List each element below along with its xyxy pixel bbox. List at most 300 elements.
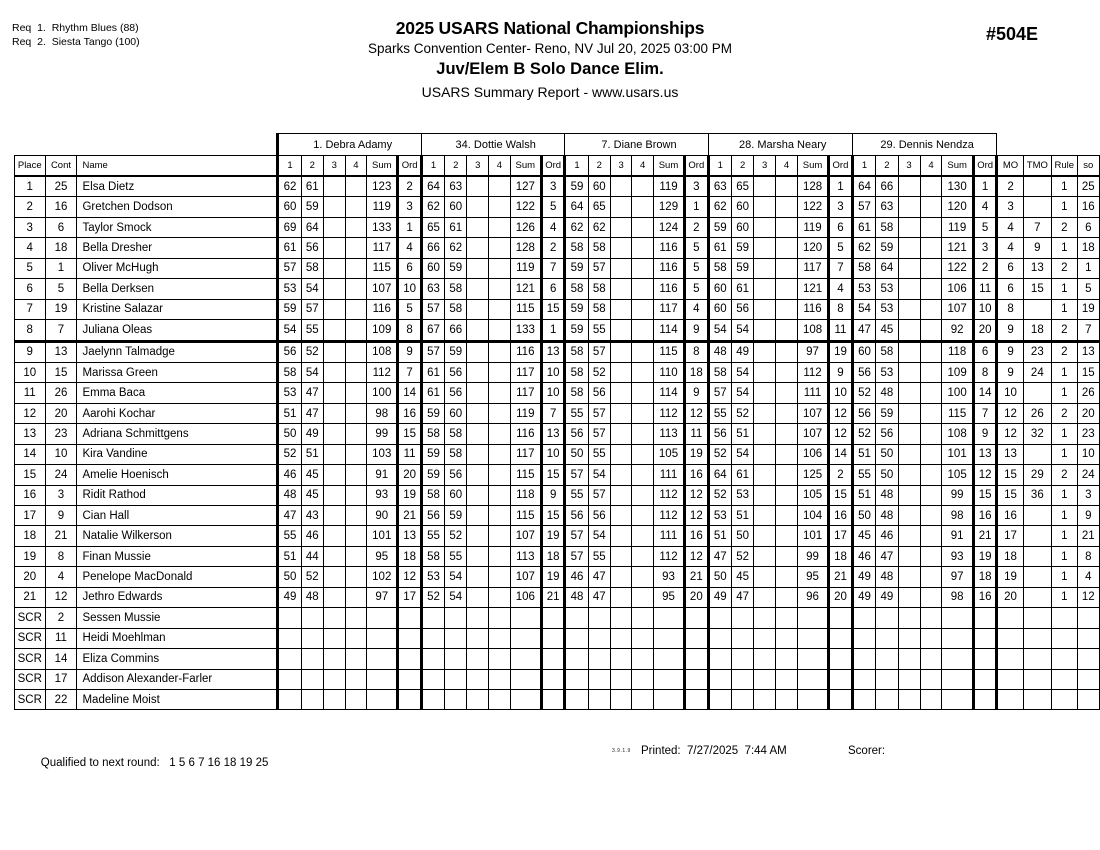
cell-judge-1-sum: 99 <box>367 424 398 444</box>
cell-judge-4-score-2: 65 <box>731 176 753 197</box>
cell-judge-1-score-2: 58 <box>301 258 323 278</box>
cell-contestant-number: 18 <box>45 238 77 258</box>
results-table <box>14 133 1100 710</box>
cell-judge-3-score-1: 56 <box>565 506 588 526</box>
judge-header: 7. Diane Brown <box>565 134 708 156</box>
cell-judge-3-score-1 <box>565 649 588 669</box>
cell-judge-5-ord <box>973 628 997 648</box>
cell-judge-2-score-3 <box>467 217 489 237</box>
cell-judge-5-sum: 99 <box>942 485 973 505</box>
cell-judge-3-score-3 <box>610 628 632 648</box>
cell-judge-4-sum: 121 <box>797 279 828 299</box>
cell-judge-4-score-3 <box>754 383 776 403</box>
cell-tmo <box>1023 689 1051 709</box>
cell-judge-2-ord <box>541 669 565 689</box>
cell-judge-2-score-1 <box>421 608 444 628</box>
cell-judge-2-sum: 126 <box>510 217 541 237</box>
cell-judge-2-score-4 <box>489 485 511 505</box>
cell-judge-4-sum: 99 <box>797 546 828 566</box>
cell-judge-1-sum: 101 <box>367 526 398 546</box>
cell-judge-1-sum <box>367 649 398 669</box>
cell-judge-1-ord: 20 <box>398 465 422 485</box>
cell-judge-5-sum: 92 <box>942 320 973 341</box>
cell-judge-2-score-3 <box>467 587 489 607</box>
cell-so: 18 <box>1077 238 1099 258</box>
cell-judge-2-ord: 15 <box>541 465 565 485</box>
cell-judge-1-score-2: 47 <box>301 383 323 403</box>
cell-judge-1-score-1: 52 <box>278 444 301 464</box>
cell-tmo: 29 <box>1023 465 1051 485</box>
cell-judge-5-ord: 19 <box>973 546 997 566</box>
cell-judge-3-sum: 117 <box>653 299 684 319</box>
cell-judge-4-score-1: 52 <box>708 444 731 464</box>
cell-judge-4-sum: 107 <box>797 403 828 423</box>
header-judge-3-3: 3 <box>610 156 632 177</box>
cell-mo <box>997 608 1023 628</box>
cell-judge-4-score-1: 59 <box>708 217 731 237</box>
cell-judge-4-score-2: 47 <box>731 587 753 607</box>
cell-judge-1-sum: 133 <box>367 217 398 237</box>
cell-judge-5-score-3 <box>898 506 920 526</box>
cell-judge-4-score-4 <box>776 526 798 546</box>
cell-judge-1-score-1: 50 <box>278 424 301 444</box>
header-judge-4-4: 4 <box>776 156 798 177</box>
cell-contestant-number: 23 <box>45 424 77 444</box>
cell-judge-4-score-2: 61 <box>731 279 753 299</box>
cell-judge-1-score-1: 54 <box>278 320 301 341</box>
cell-judge-4-sum <box>797 608 828 628</box>
cell-so <box>1077 628 1099 648</box>
cell-judge-1-ord: 9 <box>398 341 422 362</box>
cell-judge-4-score-3 <box>754 689 776 709</box>
cell-place: 5 <box>15 258 46 278</box>
column-header-row <box>15 156 1100 177</box>
cell-judge-4-score-4 <box>776 587 798 607</box>
cell-judge-4-sum: 101 <box>797 526 828 546</box>
cell-judge-5-score-1: 50 <box>852 506 875 526</box>
cell-judge-3-score-1: 59 <box>565 320 588 341</box>
cell-judge-1-sum: 115 <box>367 258 398 278</box>
cell-judge-2-ord <box>541 608 565 628</box>
cell-so <box>1077 669 1099 689</box>
cell-judge-2-score-3 <box>467 197 489 217</box>
cell-mo <box>997 628 1023 648</box>
cell-contestant-number: 2 <box>45 608 77 628</box>
cell-contestant-number: 8 <box>45 546 77 566</box>
cell-rule: 1 <box>1052 526 1078 546</box>
cell-judge-5-sum: 100 <box>942 383 973 403</box>
cell-judge-3-ord: 5 <box>685 238 709 258</box>
cell-judge-3-score-3 <box>610 506 632 526</box>
cell-judge-5-score-4 <box>920 217 942 237</box>
cell-judge-4-score-4 <box>776 176 798 197</box>
cell-judge-4-score-2: 56 <box>731 299 753 319</box>
cell-judge-5-score-1 <box>852 628 875 648</box>
cell-judge-3-sum: 93 <box>653 567 684 587</box>
cell-judge-1-sum <box>367 628 398 648</box>
cell-judge-1-sum <box>367 608 398 628</box>
header-judge-2-4: 4 <box>489 156 511 177</box>
cell-judge-5-score-2: 58 <box>876 341 898 362</box>
cell-judge-3-score-4 <box>632 485 654 505</box>
table-corner-blank <box>15 134 278 156</box>
cell-judge-2-score-4 <box>489 258 511 278</box>
cell-judge-5-sum <box>942 628 973 648</box>
cell-judge-5-score-2: 53 <box>876 299 898 319</box>
cell-judge-5-score-1 <box>852 608 875 628</box>
cell-judge-5-ord <box>973 649 997 669</box>
cell-judge-3-score-1: 58 <box>565 238 588 258</box>
cell-judge-3-score-4 <box>632 444 654 464</box>
cell-judge-2-score-1: 61 <box>421 383 444 403</box>
cell-judge-2-score-1: 57 <box>421 341 444 362</box>
table-row <box>15 217 1100 237</box>
cell-judge-3-score-4 <box>632 299 654 319</box>
cell-judge-2-score-4 <box>489 669 511 689</box>
table-row <box>15 506 1100 526</box>
header-judge-1-4: 4 <box>345 156 367 177</box>
cell-judge-2-score-3 <box>467 689 489 709</box>
cell-judge-3-score-3 <box>610 383 632 403</box>
cell-judge-1-ord: 13 <box>398 526 422 546</box>
cell-judge-1-ord: 7 <box>398 362 422 382</box>
cell-judge-1-sum: 103 <box>367 444 398 464</box>
cell-judge-4-score-3 <box>754 424 776 444</box>
header-judge-3-2: 2 <box>588 156 610 177</box>
header-judge-4-3: 3 <box>754 156 776 177</box>
table-row <box>15 669 1100 689</box>
header-place: Place <box>15 156 46 177</box>
cell-judge-2-score-4 <box>489 362 511 382</box>
printed-timestamp: Printed: 7/27/2025 7:44 AM <box>641 745 787 757</box>
cell-judge-1-score-2: 47 <box>301 403 323 423</box>
cell-place: 15 <box>15 465 46 485</box>
cell-judge-3-score-1: 50 <box>565 444 588 464</box>
cell-judge-2-sum: 116 <box>510 424 541 444</box>
cell-judge-4-score-1: 57 <box>708 383 731 403</box>
cell-judge-1-score-1: 57 <box>278 258 301 278</box>
cell-rule: 1 <box>1052 362 1078 382</box>
cell-judge-1-ord <box>398 628 422 648</box>
cell-judge-3-ord: 12 <box>685 546 709 566</box>
cell-so: 9 <box>1077 506 1099 526</box>
cell-mo: 13 <box>997 444 1023 464</box>
cell-mo <box>997 669 1023 689</box>
cell-skater-name: Madeline Moist <box>77 689 278 709</box>
cell-judge-4-score-3 <box>754 444 776 464</box>
cell-judge-1-score-1: 56 <box>278 341 301 362</box>
table-row <box>15 485 1100 505</box>
cell-judge-2-score-4 <box>489 689 511 709</box>
cell-judge-1-score-4 <box>345 587 367 607</box>
cell-judge-3-score-4 <box>632 546 654 566</box>
cell-judge-3-score-1: 58 <box>565 383 588 403</box>
cell-tmo: 24 <box>1023 362 1051 382</box>
cell-judge-2-score-2: 59 <box>445 341 467 362</box>
cell-judge-1-score-3 <box>323 546 345 566</box>
cell-mo: 3 <box>997 197 1023 217</box>
cell-place: 20 <box>15 567 46 587</box>
header-judge-5-1: 1 <box>852 156 875 177</box>
cell-judge-5-score-3 <box>898 279 920 299</box>
cell-judge-5-score-1: 52 <box>852 383 875 403</box>
cell-judge-1-score-3 <box>323 526 345 546</box>
cell-judge-3-score-3 <box>610 176 632 197</box>
cell-judge-3-score-1: 55 <box>565 403 588 423</box>
cell-judge-1-score-3 <box>323 320 345 341</box>
cell-judge-5-score-3 <box>898 567 920 587</box>
cell-mo: 9 <box>997 362 1023 382</box>
cell-judge-5-score-4 <box>920 567 942 587</box>
cell-judge-3-score-3 <box>610 689 632 709</box>
cell-judge-2-sum: 115 <box>510 506 541 526</box>
cell-so: 10 <box>1077 444 1099 464</box>
cell-judge-5-score-1: 61 <box>852 217 875 237</box>
table-row <box>15 587 1100 607</box>
cell-judge-5-score-3 <box>898 444 920 464</box>
cell-judge-4-score-2 <box>731 608 753 628</box>
header-judge-4-2: 2 <box>731 156 753 177</box>
cell-judge-4-sum: 125 <box>797 465 828 485</box>
cell-judge-4-score-1: 60 <box>708 299 731 319</box>
cell-judge-3-score-2: 58 <box>588 279 610 299</box>
cell-judge-1-score-4 <box>345 403 367 423</box>
cell-judge-2-score-1: 58 <box>421 424 444 444</box>
cell-tmo: 32 <box>1023 424 1051 444</box>
header-judge-1-ord: Ord <box>398 156 422 177</box>
cell-judge-3-score-2 <box>588 649 610 669</box>
cell-judge-2-ord <box>541 689 565 709</box>
cell-judge-5-ord <box>973 669 997 689</box>
header-so: so <box>1077 156 1099 177</box>
cell-judge-5-ord: 20 <box>973 320 997 341</box>
cell-judge-4-sum: 95 <box>797 567 828 587</box>
scorer-label: Scorer: <box>848 745 886 757</box>
cell-mo: 4 <box>997 217 1023 237</box>
cell-judge-2-score-3 <box>467 299 489 319</box>
cell-judge-5-sum: 98 <box>942 587 973 607</box>
cell-judge-4-score-3 <box>754 567 776 587</box>
cell-judge-3-score-3 <box>610 424 632 444</box>
cell-judge-2-ord: 18 <box>541 546 565 566</box>
cell-rule: 1 <box>1052 506 1078 526</box>
cell-judge-4-sum: 106 <box>797 444 828 464</box>
cell-judge-4-ord: 2 <box>829 465 853 485</box>
report-subtitle: USARS Summary Report - www.usars.us <box>421 84 679 100</box>
cell-judge-2-sum: 107 <box>510 526 541 546</box>
cell-contestant-number: 21 <box>45 526 77 546</box>
cell-judge-5-ord: 7 <box>973 403 997 423</box>
cell-judge-3-ord <box>685 669 709 689</box>
cell-judge-5-score-2: 59 <box>876 403 898 423</box>
cell-judge-4-score-4 <box>776 279 798 299</box>
cell-judge-4-score-1: 54 <box>708 320 731 341</box>
cell-judge-2-sum: 121 <box>510 279 541 299</box>
cell-judge-2-score-4 <box>489 320 511 341</box>
cell-judge-4-sum: 117 <box>797 258 828 278</box>
cell-judge-2-ord: 15 <box>541 299 565 319</box>
cell-mo: 15 <box>997 465 1023 485</box>
cell-judge-3-ord: 16 <box>685 526 709 546</box>
cell-judge-2-score-3 <box>467 649 489 669</box>
cell-judge-2-score-1: 56 <box>421 506 444 526</box>
cell-judge-1-score-4 <box>345 197 367 217</box>
cell-judge-3-sum <box>653 608 684 628</box>
cell-judge-5-score-4 <box>920 279 942 299</box>
cell-judge-4-score-2: 54 <box>731 444 753 464</box>
cell-judge-2-score-2: 58 <box>445 299 467 319</box>
cell-judge-5-ord: 13 <box>973 444 997 464</box>
cell-judge-2-ord: 7 <box>541 403 565 423</box>
cell-judge-1-score-1: 69 <box>278 217 301 237</box>
cell-judge-3-score-1: 58 <box>565 362 588 382</box>
cell-rule: 1 <box>1052 279 1078 299</box>
cell-judge-5-score-3 <box>898 587 920 607</box>
cell-judge-2-score-1: 61 <box>421 362 444 382</box>
header-judge-5-3: 3 <box>898 156 920 177</box>
cell-judge-5-score-2: 48 <box>876 567 898 587</box>
cell-contestant-number: 3 <box>45 485 77 505</box>
cell-judge-4-score-2: 53 <box>731 485 753 505</box>
table-row <box>15 299 1100 319</box>
cell-judge-5-sum: 107 <box>942 299 973 319</box>
cell-judge-1-sum: 100 <box>367 383 398 403</box>
cell-judge-4-score-4 <box>776 567 798 587</box>
cell-judge-1-score-1: 47 <box>278 506 301 526</box>
cell-judge-4-sum: 120 <box>797 238 828 258</box>
cell-judge-5-score-1: 57 <box>852 197 875 217</box>
cell-judge-1-score-3 <box>323 628 345 648</box>
cell-judge-1-score-1: 49 <box>278 587 301 607</box>
cell-judge-5-score-4 <box>920 608 942 628</box>
cell-judge-5-score-3 <box>898 485 920 505</box>
cell-judge-4-score-3 <box>754 341 776 362</box>
cell-rule: 1 <box>1052 176 1078 197</box>
cell-judge-4-ord: 8 <box>829 299 853 319</box>
cell-judge-5-score-4 <box>920 238 942 258</box>
cell-judge-2-score-3 <box>467 608 489 628</box>
cell-judge-1-score-2 <box>301 649 323 669</box>
cell-judge-3-ord: 12 <box>685 403 709 423</box>
cell-contestant-number: 26 <box>45 383 77 403</box>
cell-rule: 2 <box>1052 465 1078 485</box>
cell-judge-3-score-2: 57 <box>588 341 610 362</box>
cell-judge-1-score-3 <box>323 258 345 278</box>
cell-judge-3-score-3 <box>610 258 632 278</box>
qualified-line <box>28 745 268 781</box>
cell-judge-2-ord <box>541 649 565 669</box>
cell-judge-4-score-3 <box>754 587 776 607</box>
cell-judge-4-score-4 <box>776 238 798 258</box>
cell-judge-1-score-4 <box>345 506 367 526</box>
cell-judge-3-score-1: 58 <box>565 279 588 299</box>
cell-judge-2-score-1: 52 <box>421 587 444 607</box>
cell-mo: 15 <box>997 485 1023 505</box>
cell-judge-2-score-4 <box>489 465 511 485</box>
cell-judge-3-score-4 <box>632 217 654 237</box>
cell-judge-1-score-1: 46 <box>278 465 301 485</box>
cell-judge-2-score-2: 52 <box>445 526 467 546</box>
cell-judge-2-score-1: 60 <box>421 258 444 278</box>
cell-judge-3-ord <box>685 608 709 628</box>
cell-judge-2-score-4 <box>489 424 511 444</box>
cell-judge-4-score-3 <box>754 217 776 237</box>
cell-judge-5-sum: 130 <box>942 176 973 197</box>
cell-judge-4-sum <box>797 628 828 648</box>
cell-judge-5-ord: 15 <box>973 485 997 505</box>
cell-judge-5-score-1 <box>852 689 875 709</box>
cell-judge-4-score-3 <box>754 238 776 258</box>
cell-rule: 1 <box>1052 485 1078 505</box>
cell-judge-1-sum: 90 <box>367 506 398 526</box>
cell-judge-3-score-2: 57 <box>588 485 610 505</box>
cell-judge-4-score-3 <box>754 279 776 299</box>
cell-judge-3-score-3 <box>610 669 632 689</box>
cell-judge-1-sum: 123 <box>367 176 398 197</box>
event-name: Juv/Elem B Solo Dance Elim. <box>436 60 664 78</box>
cell-judge-2-score-1: 62 <box>421 197 444 217</box>
cell-so: 13 <box>1077 341 1099 362</box>
cell-judge-5-score-1: 60 <box>852 341 875 362</box>
cell-judge-4-score-4 <box>776 362 798 382</box>
cell-judge-5-score-4 <box>920 444 942 464</box>
cell-judge-4-score-1: 56 <box>708 424 731 444</box>
cell-judge-3-score-1: 59 <box>565 176 588 197</box>
cell-judge-3-score-1: 64 <box>565 197 588 217</box>
cell-judge-4-ord: 6 <box>829 217 853 237</box>
cell-so: 12 <box>1077 587 1099 607</box>
cell-skater-name: Cian Hall <box>77 506 278 526</box>
cell-judge-5-score-2 <box>876 669 898 689</box>
cell-judge-4-ord: 12 <box>829 424 853 444</box>
cell-judge-1-score-3 <box>323 383 345 403</box>
cell-judge-4-score-4 <box>776 608 798 628</box>
cell-judge-4-score-4 <box>776 217 798 237</box>
cell-judge-3-score-2: 58 <box>588 238 610 258</box>
cell-judge-2-score-4 <box>489 279 511 299</box>
cell-judge-4-sum: 116 <box>797 299 828 319</box>
cell-judge-4-sum: 104 <box>797 506 828 526</box>
header-judge-5-2: 2 <box>876 156 898 177</box>
cell-judge-4-score-1: 50 <box>708 567 731 587</box>
cell-judge-2-sum: 133 <box>510 320 541 341</box>
cell-so <box>1077 689 1099 709</box>
cell-judge-4-score-4 <box>776 258 798 278</box>
cell-judge-4-score-4 <box>776 197 798 217</box>
cell-tmo <box>1023 546 1051 566</box>
qualified-list: 1 5 6 7 16 18 19 25 <box>169 757 269 769</box>
cell-judge-4-sum: 105 <box>797 485 828 505</box>
cell-judge-3-ord: 9 <box>685 383 709 403</box>
cell-judge-1-score-4 <box>345 608 367 628</box>
cell-judge-2-score-3 <box>467 320 489 341</box>
cell-judge-1-score-1: 51 <box>278 403 301 423</box>
cell-judge-2-score-4 <box>489 506 511 526</box>
cell-judge-3-score-4 <box>632 465 654 485</box>
cell-judge-5-ord: 5 <box>973 217 997 237</box>
cell-judge-5-score-3 <box>898 217 920 237</box>
cell-judge-4-score-2: 54 <box>731 383 753 403</box>
cell-judge-1-sum: 108 <box>367 341 398 362</box>
table-row <box>15 689 1100 709</box>
cell-judge-5-score-2: 56 <box>876 424 898 444</box>
cell-judge-5-score-2: 48 <box>876 383 898 403</box>
title-block <box>0 18 1100 103</box>
cell-judge-4-score-3 <box>754 465 776 485</box>
cell-judge-5-score-4 <box>920 383 942 403</box>
cell-tmo <box>1023 383 1051 403</box>
cell-judge-5-score-1: 49 <box>852 567 875 587</box>
